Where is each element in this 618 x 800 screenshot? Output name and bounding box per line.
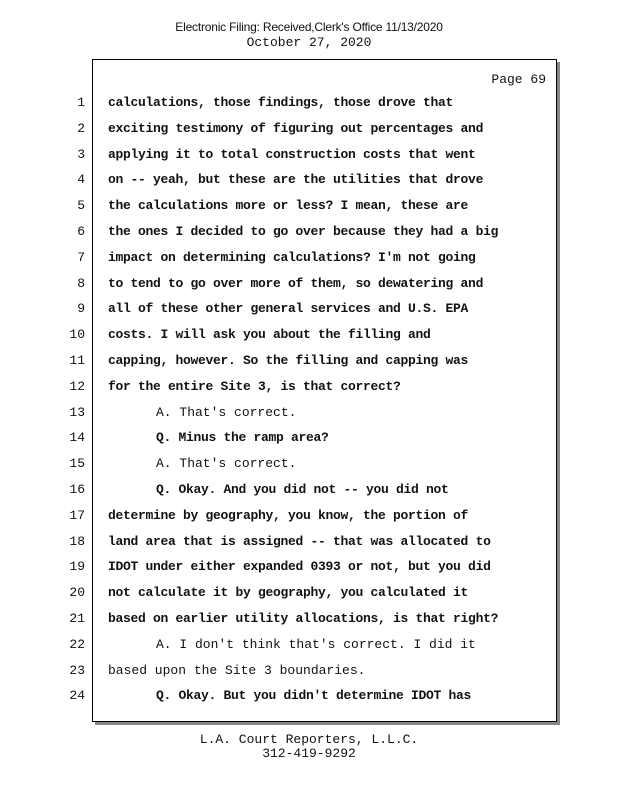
- transcript-line: [69, 583, 556, 603]
- line-number: 15: [69, 456, 85, 472]
- line-text: determine by geography, you know, the portion of: [108, 507, 469, 523]
- line-number: 5: [77, 198, 85, 214]
- transcript-line: [69, 377, 556, 397]
- transcript-line: [69, 403, 556, 423]
- line-text: based on earlier utility allocations, is that right?: [108, 611, 499, 626]
- line-text: all of these other general services and U.S. EPA: [108, 301, 469, 317]
- line-number: 23: [69, 662, 85, 678]
- transcript-line: [77, 222, 556, 242]
- transcript-line: [69, 635, 556, 655]
- line-text: the ones I decided to go over because they had a big: [108, 224, 499, 239]
- line-number: 3: [77, 146, 85, 162]
- line-number: 21: [69, 611, 85, 626]
- transcript-page: [69, 59, 557, 722]
- line-text: the calculations more or less? I mean, these are: [108, 198, 469, 214]
- line-number: 8: [77, 275, 85, 291]
- transcript-date: October 27, 2020: [246, 35, 372, 50]
- line-text: on -- yeah, but these are the utilities that drove: [108, 172, 484, 188]
- transcript-line: [69, 532, 556, 552]
- transcript-line: [77, 145, 556, 165]
- line-text: to tend to go over more of them, so dewatering and: [108, 275, 484, 291]
- line-number: 24: [69, 688, 85, 704]
- transcript-line: [77, 170, 556, 190]
- line-number: 14: [69, 430, 85, 446]
- line-text: capping, however. So the filling and capping was: [108, 353, 469, 368]
- transcript-line: [77, 93, 556, 113]
- filing-stamp: Electronic Filing: Received,Clerk's Office 11/13/2020: [175, 20, 443, 34]
- line-number: 1: [77, 95, 85, 110]
- reporter-company: L.A. Court Reporters, L.L.C.: [199, 732, 419, 747]
- transcript-line: [69, 609, 556, 629]
- line-text: for the entire Site 3, is that correct?: [108, 378, 401, 394]
- line-number: 10: [69, 327, 85, 343]
- line-text: based upon the Site 3 boundaries.: [108, 662, 366, 678]
- transcript-line: [77, 196, 556, 216]
- line-text: applying it to total construction costs that went: [108, 146, 476, 162]
- line-number: 7: [77, 249, 85, 265]
- line-number: 17: [69, 507, 85, 523]
- transcript-line: [69, 557, 556, 577]
- line-number: 4: [77, 172, 85, 188]
- line-number: 12: [69, 378, 85, 394]
- line-text: land area that is assigned -- that was allocated to: [108, 533, 491, 549]
- transcript-line: [77, 274, 556, 294]
- line-text: A. That's correct.: [156, 456, 297, 472]
- line-text: A. I don't think that's correct. I did it: [156, 636, 476, 652]
- transcript-line: [77, 248, 556, 268]
- transcript-line: [69, 506, 556, 526]
- line-text: Q. Minus the ramp area?: [156, 430, 329, 446]
- line-text: impact on determining calculations? I'm not going: [108, 249, 476, 265]
- line-number: 19: [69, 559, 85, 575]
- line-text: IDOT under either expanded 0393 or not, but you did: [108, 559, 491, 575]
- line-text: exciting testimony of figuring out percentages and: [108, 120, 484, 136]
- transcript-line: [69, 454, 556, 474]
- line-text: Q. Okay. And you did not -- you did not: [156, 482, 449, 497]
- reporter-phone: 312-419-9292: [262, 746, 356, 761]
- line-number: 18: [69, 533, 85, 549]
- transcript-line: [69, 325, 556, 345]
- line-text: calculations, those findings, those drove that: [108, 95, 454, 110]
- line-number: 11: [69, 353, 85, 368]
- line-number: 22: [69, 636, 85, 652]
- line-number: 16: [69, 482, 85, 497]
- line-number: 20: [69, 585, 85, 601]
- transcript-line: [77, 299, 556, 319]
- line-number: 13: [69, 404, 85, 420]
- line-text: A. That's correct.: [156, 404, 297, 420]
- transcript-line: [69, 686, 556, 706]
- footer: [0, 733, 618, 761]
- transcript-line: [69, 661, 556, 681]
- line-number: 9: [77, 301, 85, 317]
- page-number: Page 69: [491, 72, 546, 87]
- transcript-line: [69, 351, 556, 371]
- transcript-line: [69, 480, 556, 500]
- transcript-line: [77, 119, 556, 139]
- transcript-line: [69, 428, 556, 448]
- line-number: 2: [77, 120, 85, 136]
- line-text: Q. Okay. But you didn't determine IDOT has: [156, 688, 472, 704]
- line-number: 6: [77, 224, 85, 239]
- line-text: not calculate it by geography, you calculated it: [108, 585, 469, 601]
- line-text: costs. I will ask you about the filling and: [108, 327, 431, 343]
